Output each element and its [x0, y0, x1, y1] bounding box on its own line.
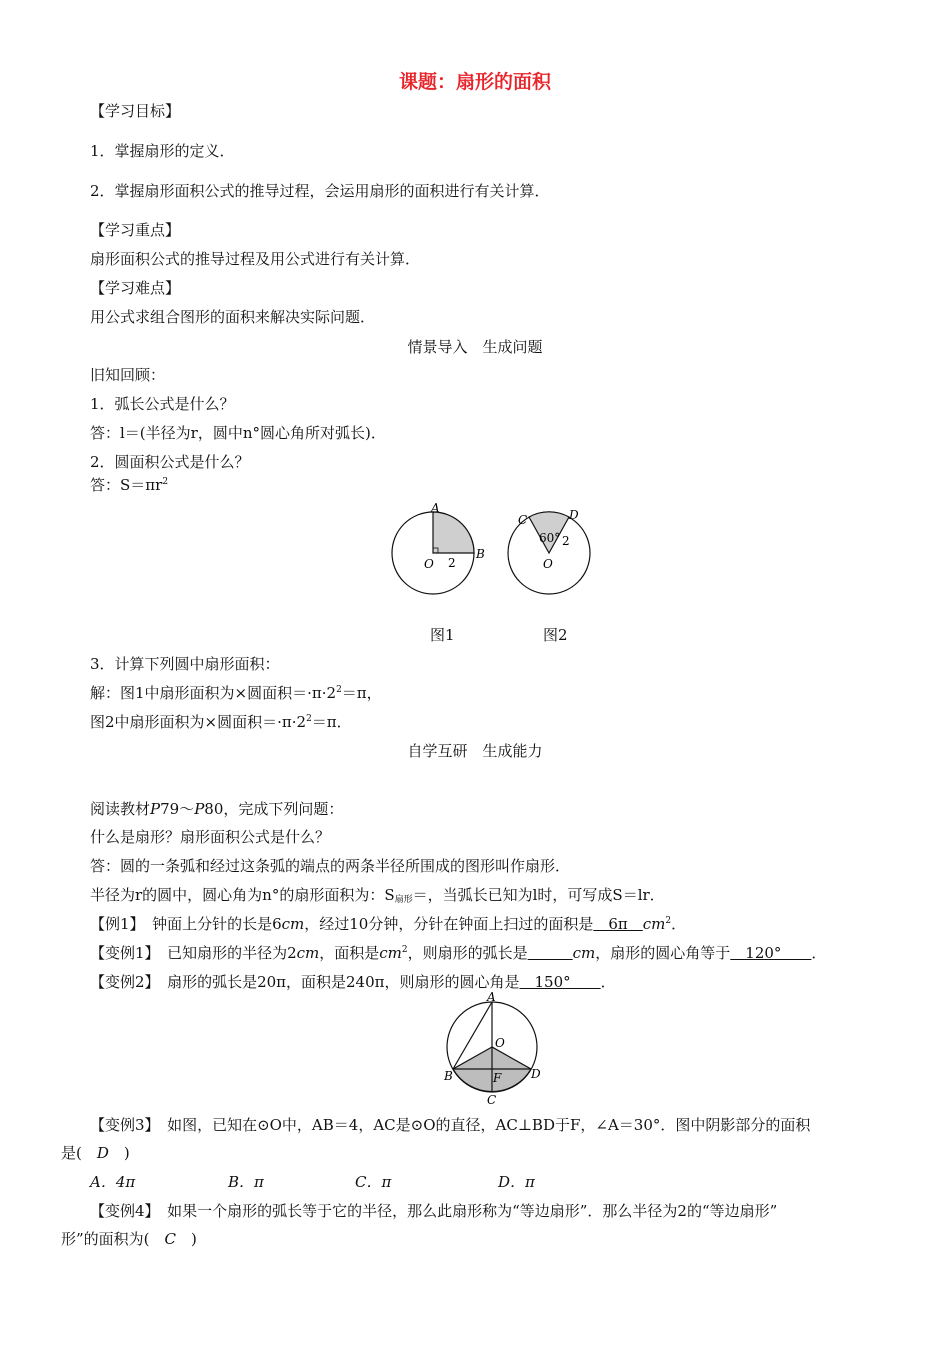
solution-fig2: 图2中扇形面积为×圆面积$=\cdot\pi\cdot 2^2=\pi$．	[90, 713, 352, 731]
fig1-label-r: 2	[448, 556, 456, 570]
variant-3-answer: D	[96, 1144, 109, 1162]
figure-1	[392, 501, 485, 594]
difficulties-text: 用公式求组合图形的面积来解决实际问题．	[90, 308, 376, 326]
fig3-label-o: O	[495, 1036, 505, 1050]
section2-heading: 自学互研 生成能力	[407, 742, 543, 760]
objectives-heading: 【学习目标】	[90, 102, 181, 120]
fig1-label-b: B	[476, 547, 485, 561]
difficulties-heading: 【学习难点】	[90, 279, 181, 297]
fig2-label-r: 2	[562, 534, 570, 548]
section1-heading: 情景导入 生成问题	[407, 338, 543, 356]
fig3-label-f: F	[493, 1071, 502, 1085]
key-points-text: 扇形面积公式的推导过程及用公式进行有关计算．	[90, 250, 421, 268]
variant-2: 【变例2】 扇形的弧长是20π，面积是240π，则扇形的圆心角是 150° ．	[90, 973, 616, 991]
example-1: 【例1】 钟面上分针的长是6cm，经过10分钟，分针在钟面上扫过的面积是 6π $cm^2$．	[90, 915, 687, 933]
fig3-label-c: C	[487, 1093, 497, 1105]
fig3-label-b: B	[444, 1069, 453, 1083]
page-title: 课题：扇形的面积	[398, 71, 551, 93]
answer-1: 答：l＝(半径为r，圆中n°圆心角所对弧长)．	[90, 424, 386, 442]
fig2-label-o: O	[543, 557, 553, 571]
variant-4-answer-line: 形”的面积为( C )	[61, 1230, 197, 1248]
answer-2: 答：$S=\pi r^2$	[90, 476, 169, 494]
variant-4-answer: C	[164, 1230, 177, 1248]
reading-instruction: 阅读教材P79～P80，完成下列问题：	[90, 800, 344, 818]
fig2-caption: 图2	[543, 626, 568, 644]
circle-figures	[385, 495, 600, 600]
question-2: 2．圆面积公式是什么？	[90, 453, 250, 471]
objective-1: 1．掌握扇形的定义．	[90, 142, 235, 160]
figure-3	[435, 990, 555, 1105]
sector-formula: 半径为r的圆中，圆心角为n°的扇形面积为：$S_{扇形}=$，当弧长已知为l时，可写成S＝lr．	[90, 886, 665, 905]
variant-4: 【变例4】 如果一个扇形的弧长等于它的半径，那么此扇形称为“等边扇形”．那么半径为2的“等边扇形”	[90, 1202, 778, 1220]
solution-fig1: 解：图1中扇形面积为×圆面积$=\cdot\pi\cdot 2^2=\pi$，	[90, 684, 382, 702]
sector-question: 什么是扇形？扇形面积公式是什么？	[90, 828, 331, 846]
fig3-label-a: A	[487, 990, 496, 1004]
question-3: 3．计算下列圆中扇形面积：	[90, 655, 280, 673]
variant-3: 【变例3】 如图，已知在⊙O中，AB＝4，AC是⊙O的直径，AC⊥BD于F，∠A＝30°．图中阴影部分的面积	[90, 1116, 811, 1134]
fig2-label-angle: 60°	[539, 531, 561, 545]
question-1: 1．弧长公式是什么？	[90, 395, 235, 413]
fig1-label-a: A	[431, 501, 440, 515]
fig1-caption: 图1	[430, 626, 455, 644]
variant-1: 【变例1】 已知扇形的半径为2cm，面积是$cm^2$，则扇形的弧长是 cm，扇形的圆心角等于 120° ．	[90, 944, 827, 962]
option-d: D．π	[498, 1173, 535, 1191]
fig2-label-c: C	[518, 513, 528, 527]
option-c: C．π	[355, 1173, 392, 1191]
option-b: B．π	[228, 1173, 264, 1191]
option-a: A．4π	[90, 1173, 136, 1191]
variant-2-answer: 150°	[519, 973, 601, 991]
fig1-label-o: O	[424, 557, 434, 571]
fig2-label-d: D	[569, 508, 579, 522]
review-label: 旧知回顾：	[90, 366, 166, 384]
sector-definition: 答：圆的一条弧和经过这条弧的端点的两条半径所围成的图形叫作扇形．	[90, 857, 571, 875]
objective-2: 2．掌握扇形面积公式的推导过程，会运用扇形的面积进行有关计算．	[90, 182, 550, 200]
variant-1-answer: 120°	[730, 944, 812, 962]
variant-3-answer-line: 是( D )	[61, 1144, 130, 1162]
example-1-answer: 6π	[593, 915, 643, 933]
key-points-heading: 【学习重点】	[90, 221, 181, 239]
figure-2	[508, 508, 590, 594]
fig3-label-d: D	[531, 1067, 541, 1081]
